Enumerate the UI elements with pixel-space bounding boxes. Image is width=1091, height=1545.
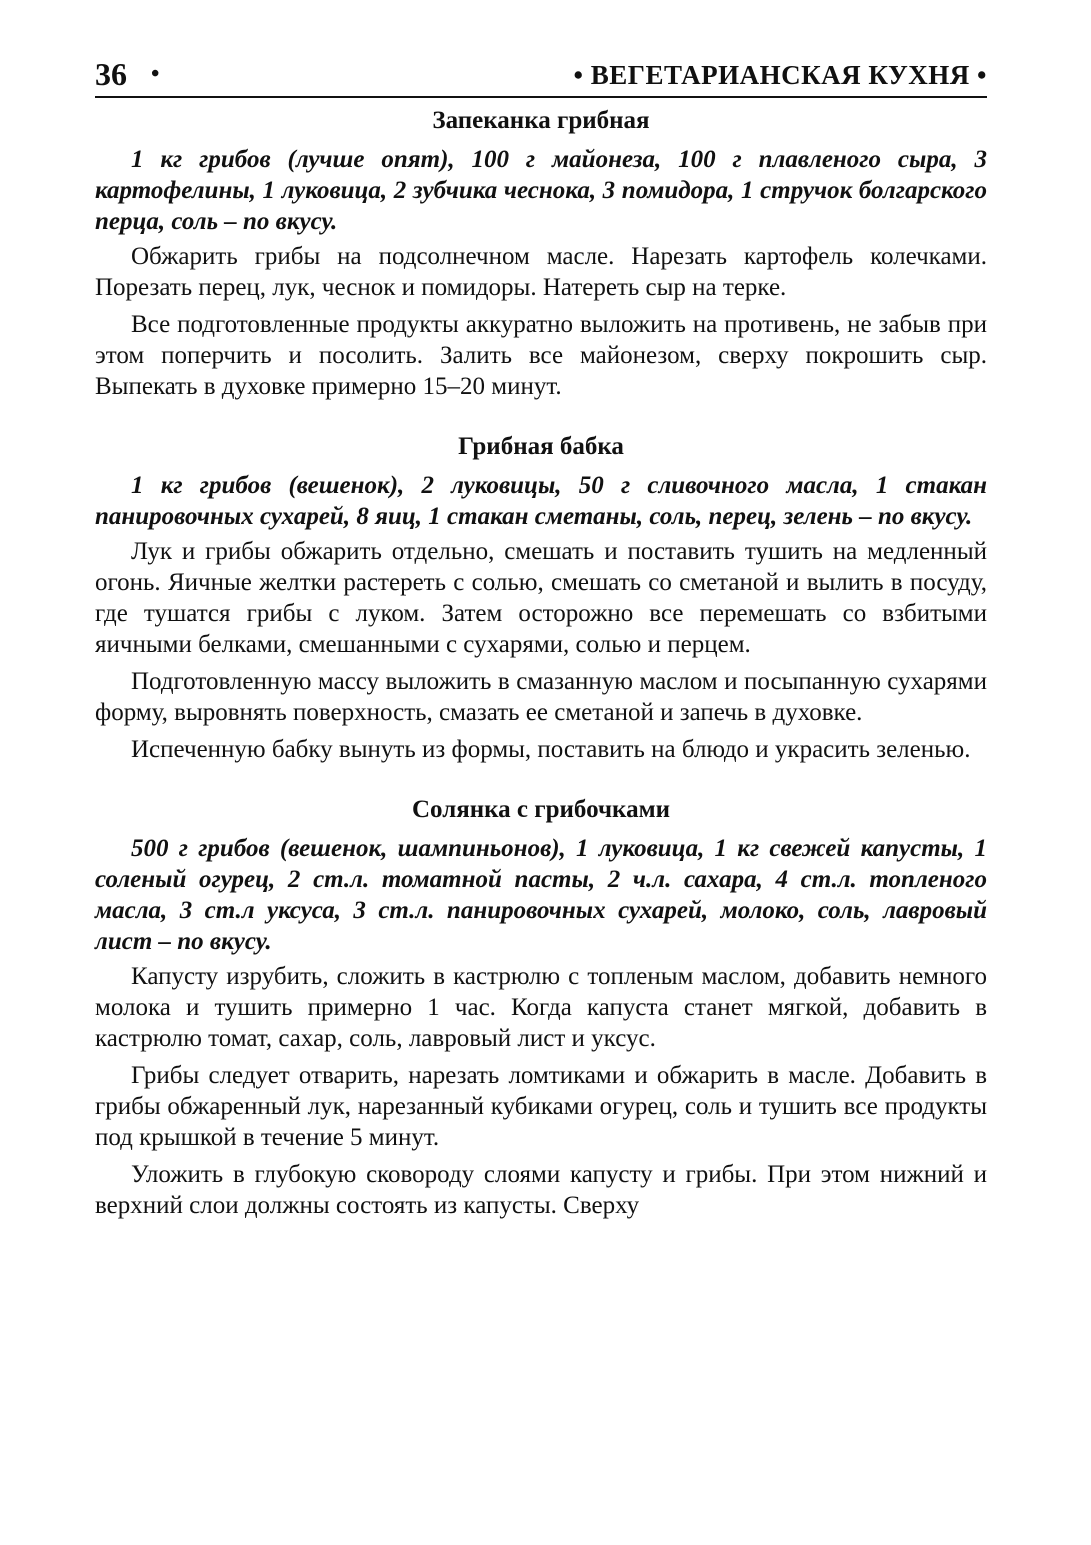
recipe-title: Солянка с грибочками (411, 796, 671, 823)
book-title: • ВЕГЕТАРИАНСКАЯ КУХНЯ • (573, 60, 987, 90)
recipe-section (95, 106, 987, 402)
page-number: 36 (95, 56, 127, 92)
page-content (95, 106, 987, 1251)
header-bullet: • (151, 61, 160, 87)
recipe-title: Грибная бабка (458, 433, 624, 460)
instruction-paragraph: Подготовленную массу выложить в смазанную маслом и посыпанную сухарями форму, выровнять поверхность, смазать ее сметаной и запечь в духовке. (95, 668, 987, 726)
ingredients-list: 1 кг грибов (лучше опят), 100 г майонеза, 100 г плавленого сыра, 3 картофелины, 1 луковица, 2 зубчика чеснока, 3 помидора, 1 стручок болгарского перца, соль – по вкусу. (95, 146, 987, 235)
recipe-title: Запеканка грибная (432, 107, 650, 134)
instruction-paragraph: Капусту изрубить, сложить в кастрюлю с топленым маслом, добавить немного молока и тушить примерно 1 час. Когда капуста станет мягкой, добавить в кастрюлю томат, сахар, соль, лавровый лист и уксус. (95, 963, 987, 1052)
instruction-paragraph: Обжарить грибы на подсолнечном масле. Нарезать картофель колечками. Порезать перец, лук, чеснок и помидоры. Натереть сыр на терке. (95, 243, 987, 301)
ingredients-list: 1 кг грибов (вешенок), 2 луковицы, 50 г сливочного масла, 1 стакан панировочных сухарей, 8 яиц, 1 стакан сметаны, соль, перец, зелень – по вкусу. (95, 472, 987, 530)
instruction-paragraph: Лук и грибы обжарить отдельно, смешать и поставить тушить на медленный огонь. Яичные желтки растереть с солью, смешать со сметаной и вылить в посуду, где тушатся грибы с луком. Затем осторожно все перемешать со взбитыми яичными белками, смешанными с сухарями, солью и перцем. (95, 538, 987, 658)
recipe-section (95, 795, 987, 1221)
instruction-paragraph: Грибы следует отварить, нарезать ломтиками и обжарить в масле. Добавить в грибы обжаренный лук, нарезанный кубиками огурец, соль и тушить все продукты под крышкой в течение 5 минут. (95, 1062, 987, 1151)
instruction-paragraph: Уложить в глубокую сковороду слоями капусту и грибы. При этом нижний и верхний слои должны состоять из капусты. Сверху (95, 1161, 987, 1219)
running-header (95, 52, 987, 98)
ingredients-list: 500 г грибов (вешенок, шампиньонов), 1 луковица, 1 кг свежей капусты, 1 соленый огурец, 2 ст.л. томатной пасты, 2 ч.л. сахара, 4 ст.л. топленого масла, 3 ст.л уксуса, 3 ст.л. панировочных сухарей, молоко, соль, лавровый лист – по вкусу. (95, 835, 987, 955)
instruction-paragraph: Испеченную бабку вынуть из формы, поставить на блюдо и украсить зеленью. (131, 736, 971, 763)
recipe-section (95, 432, 987, 765)
instruction-paragraph: Все подготовленные продукты аккуратно выложить на противень, не забыв при этом поперчить и посолить. Залить все майонезом, сверху покрошить сыр. Выпекать в духовке примерно 15–20 минут. (95, 311, 987, 400)
